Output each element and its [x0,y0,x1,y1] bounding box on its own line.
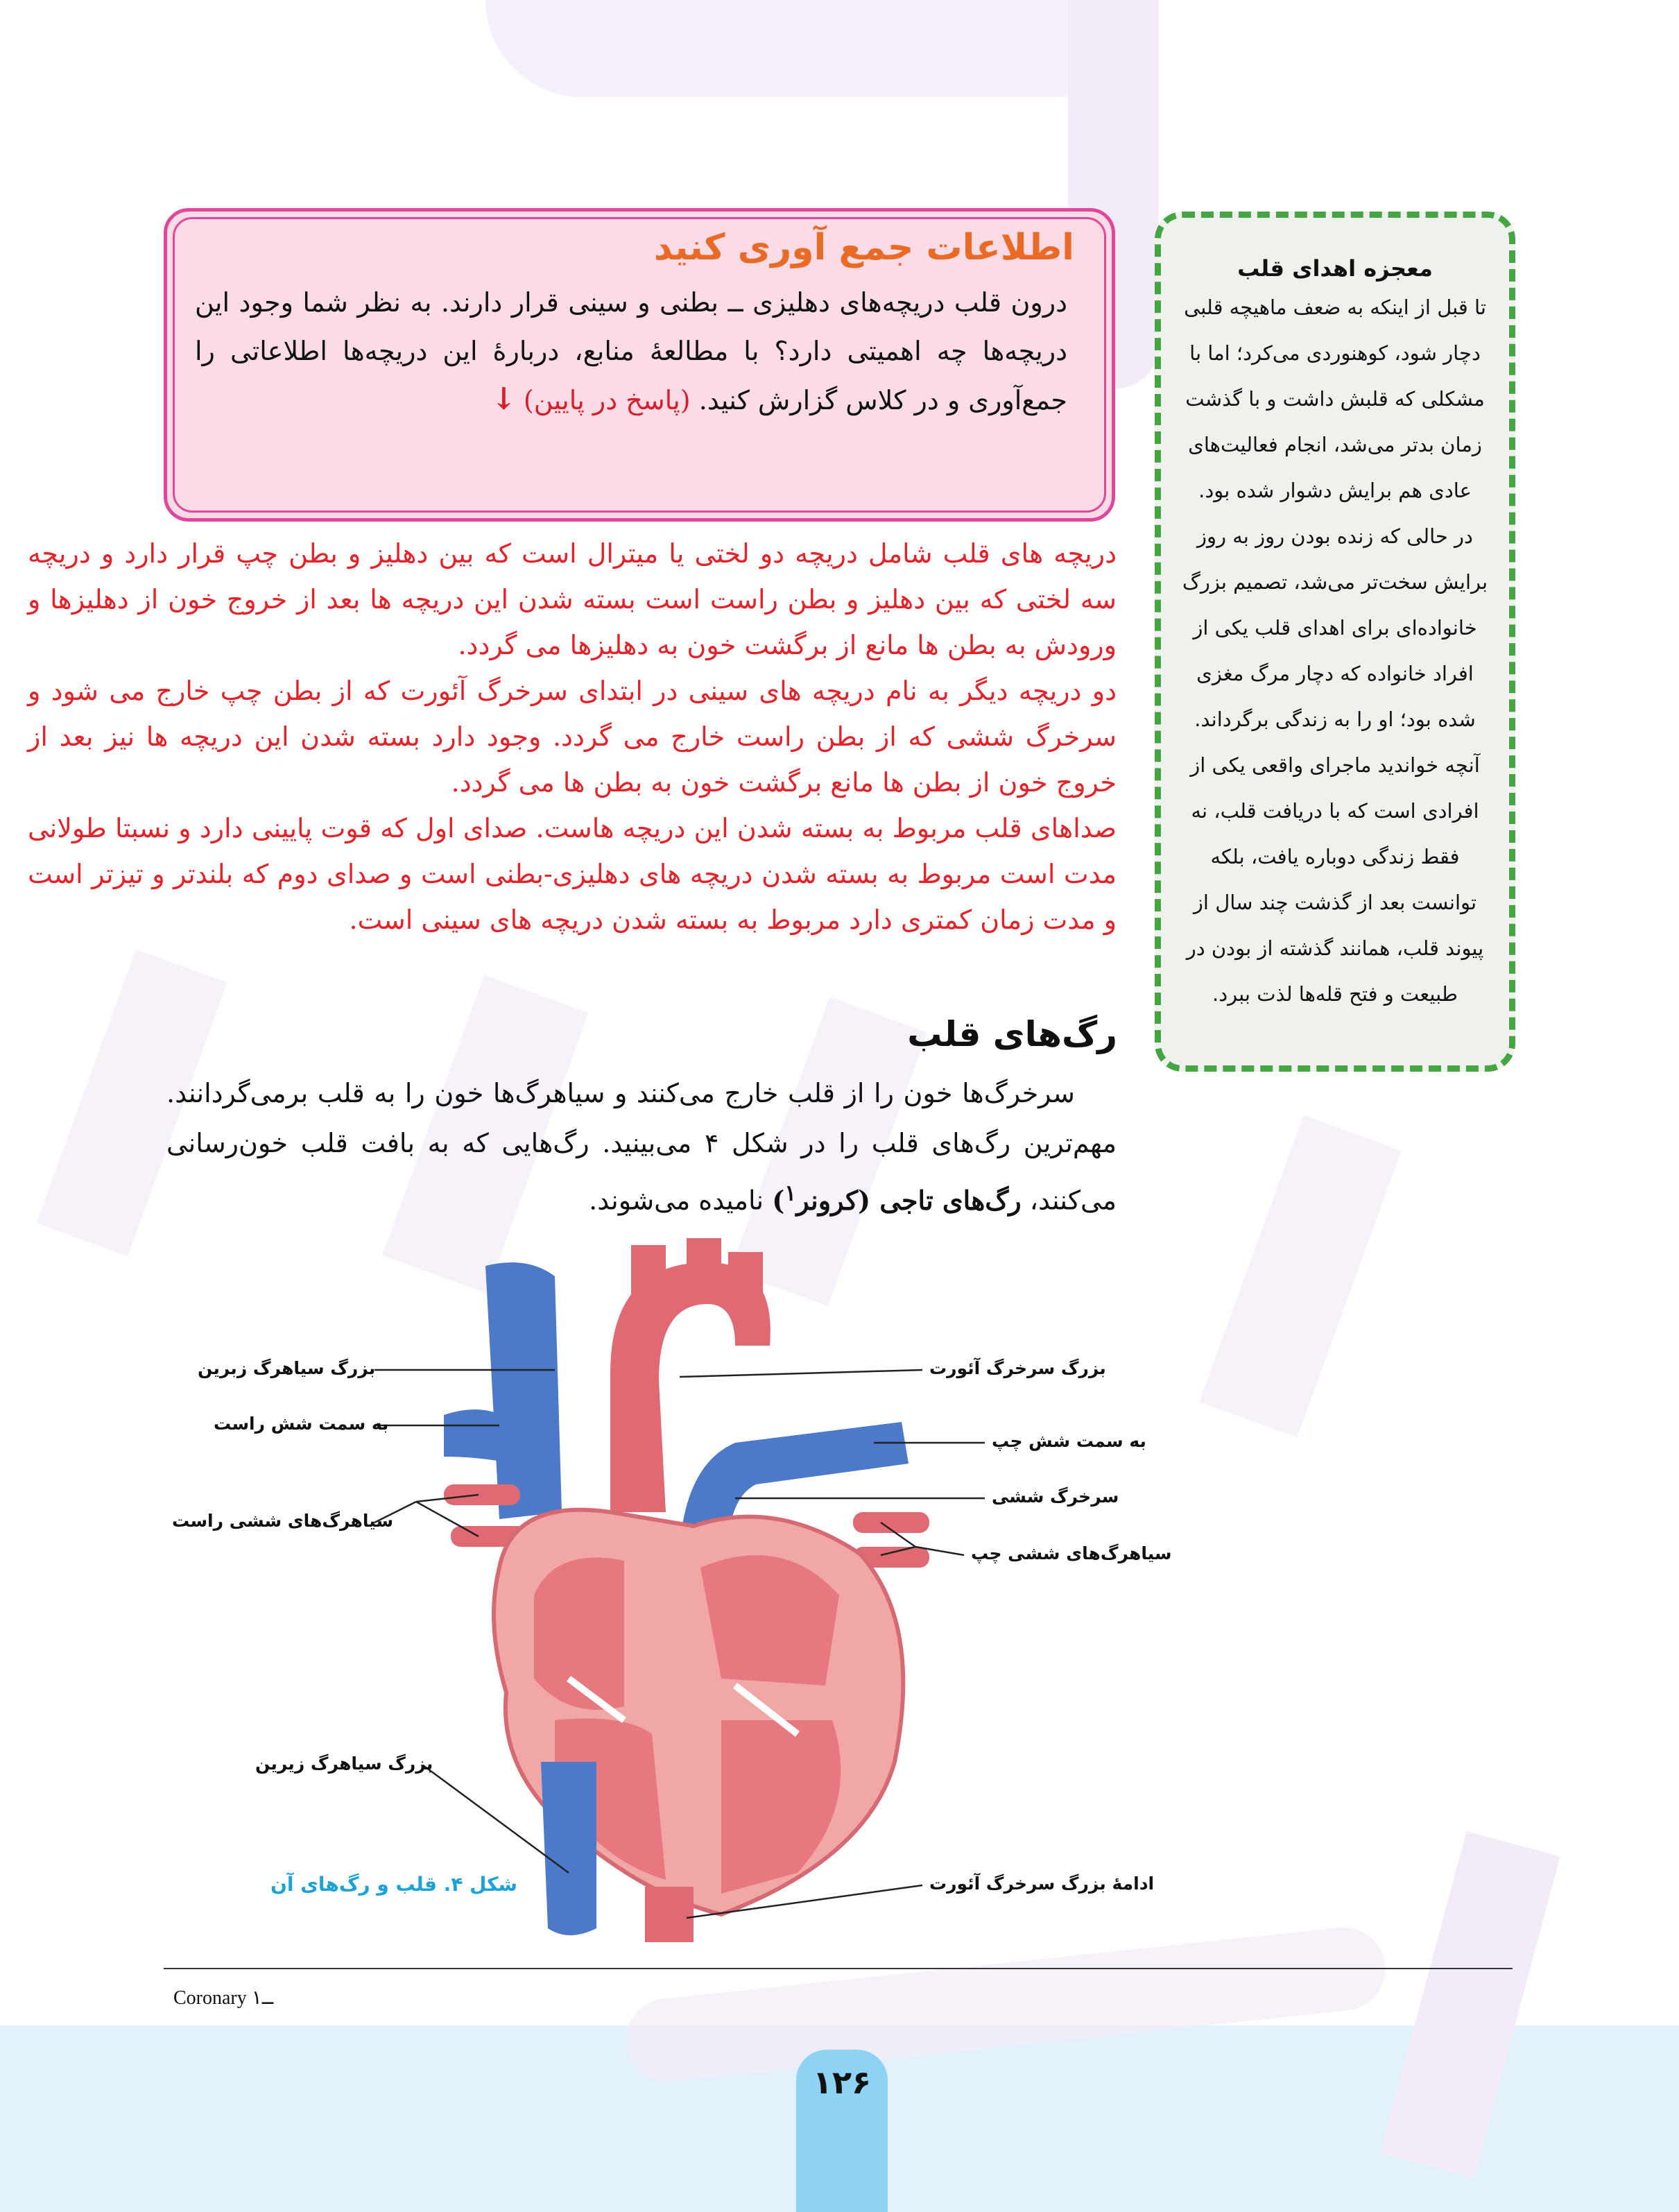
aorta-branch-shape [728,1252,763,1308]
aorta-branch-shape [687,1238,721,1294]
key-term: رگ‌های تاجی (کرونر$^۱$) [772,1180,1022,1216]
answer-paragraph: صداهای قلب مربوط به بسته شدن این دریچه هاست. صدای اول که قوت پایینی دارد و نسبتا طولانی مدت است مربوط به بسته شدن دریچه های دهلیزی-بطنی است و صدای دوم که بلندتر و تیزتر است و مدت زمان کمتری دارد مربوط به بسته شدن دریچه های سینی است. [28,813,1117,935]
answer-paragraph: دو دریچه دیگر به نام دریچه های سینی در ابتدای سرخرگ آئورت که از بطن چپ خارج می شود و سرخرگ ششی که از بطن راست خارج می گردد. وجود دارد بسته شدن این دریچه ها نیز بعد از خروج خون از بطن ها مانع برگشت خون به بطن ها می گردد. [28,676,1117,798]
descending-aorta-shape [645,1887,694,1942]
label-ivc: بزرگ سیاهرگ زیرین [255,1754,433,1774]
answer-paragraph: دریچه های قلب شامل دریچه دو لختی یا میترال است که بین دهلیز و بطن چپ قرار دارد و دریچه سه لختی که بین دهلیز و بطن راست است بسته شدن این دریچه ها بعد از خروج خون از دهلیزها و ورودش به بطن ها مانع از برگشت خون به دهلیزها می گردد. [28,538,1117,660]
heart-figure [0,1235,1679,1956]
figure-caption: شکل ۴. قلب و رگ‌های آن [270,1873,517,1896]
pulmonary-vein-shape [444,1484,520,1505]
answer-block [28,531,1117,943]
watermark-shape [485,0,1151,97]
label-pulmonary-artery: سرخرگ ششی [992,1486,1119,1507]
sidebar-paragraph: آنچه خواندید ماجرای واقعی یکی از افرادی است که با دریافت قلب، نه فقط زندگی دوباره یافت، بلکه توانست بعد از گذشت چند سال از پیوند قلب، همانند گذشته از بودن در طبیعت و فتح قله‌ها لذت ببرد. [1186,753,1484,1006]
activity-title: اطلاعات جمع آوری کنید [653,227,1074,268]
footnote: Coronary ــ۱ [173,1987,274,2009]
sidebar-paragraph: در حالی که زنده بودن روز به روز برایش سخت‌تر می‌شد، تصمیم بزرگ خانواده‌ای برای اهدای قلب یکی از افراد خانواده که دچار مرگ مغزی شده بود؛ او را به زندگی برگرداند. [1182,524,1488,731]
footnote-marker: ۱ [784,1180,797,1206]
label-right-lung: به سمت شش راست [214,1414,389,1434]
activity-box [164,208,1115,522]
page-number: ۱۲۶ [812,2064,872,2101]
section-heading: رگ‌های قلب [907,1014,1117,1054]
sidebar-title: معجزه اهدای قلب [1237,255,1433,282]
label-descending-aorta: ادامهٔ بزرگ سرخرگ آئورت [929,1874,1155,1894]
sidebar-box [1155,212,1515,1072]
label-svc: بزرگ سیاهرگ زبرین [198,1358,376,1378]
label-right-pulmonary-veins: سیاهرگ‌های ششی راست [172,1511,394,1531]
activity-text: درون قلب دریچه‌های دهلیزی ــ بطنی و سینی قرار دارند. به نظر شما وجود این دریچه‌ها چه اهمیتی دارد؟ با مطالعهٔ منابع، دربارهٔ این دریچه‌ها اطلاعاتی را جمع‌آوری و در کلاس گزارش کنید. (پاسخ در پایین)↓ [195,278,1067,425]
footnote-divider [164,1968,1513,1969]
label-left-lung: به سمت شش چپ [992,1431,1146,1451]
down-arrow-icon: ↓ [491,381,517,417]
sidebar-paragraph: تا قبل از اینکه به ضعف ماهیچه قلبی دچار شود، کوهنوردی می‌کرد؛ اما با مشکلی که قلبش داشت و با گذشت زمان بدتر می‌شد، انجام فعالیت‌های عادی هم برایش دشوار شده بود. [1184,295,1486,502]
answer-link[interactable]: (پاسخ در پایین) [523,385,691,415]
label-left-pulmonary-veins: سیاهرگ‌های ششی چپ [971,1543,1172,1563]
aorta-branch-shape [631,1245,666,1308]
vena-cava-inferior-shape [541,1762,596,1935]
right-pulmonary-artery-shape [444,1409,513,1464]
left-ventricle-shape [721,1720,841,1894]
vena-cava-superior-shape [485,1262,562,1519]
label-aorta: بزرگ سرخرگ آئورت [929,1358,1106,1378]
section-paragraph: سرخرگ‌ها خون را از قلب خارج می‌کنند و سیاهرگ‌ها خون را به قلب برمی‌گردانند. مهم‌ترین رگ‌های قلب را در شکل ۴ می‌بینید. رگ‌هایی که به بافت قلب خون‌رسانی می‌کنند، رگ‌های تاجی (کرونر$^۱$) نامیده می‌شوند. [166,1078,1117,1216]
heart-illustration [0,1235,1679,1956]
